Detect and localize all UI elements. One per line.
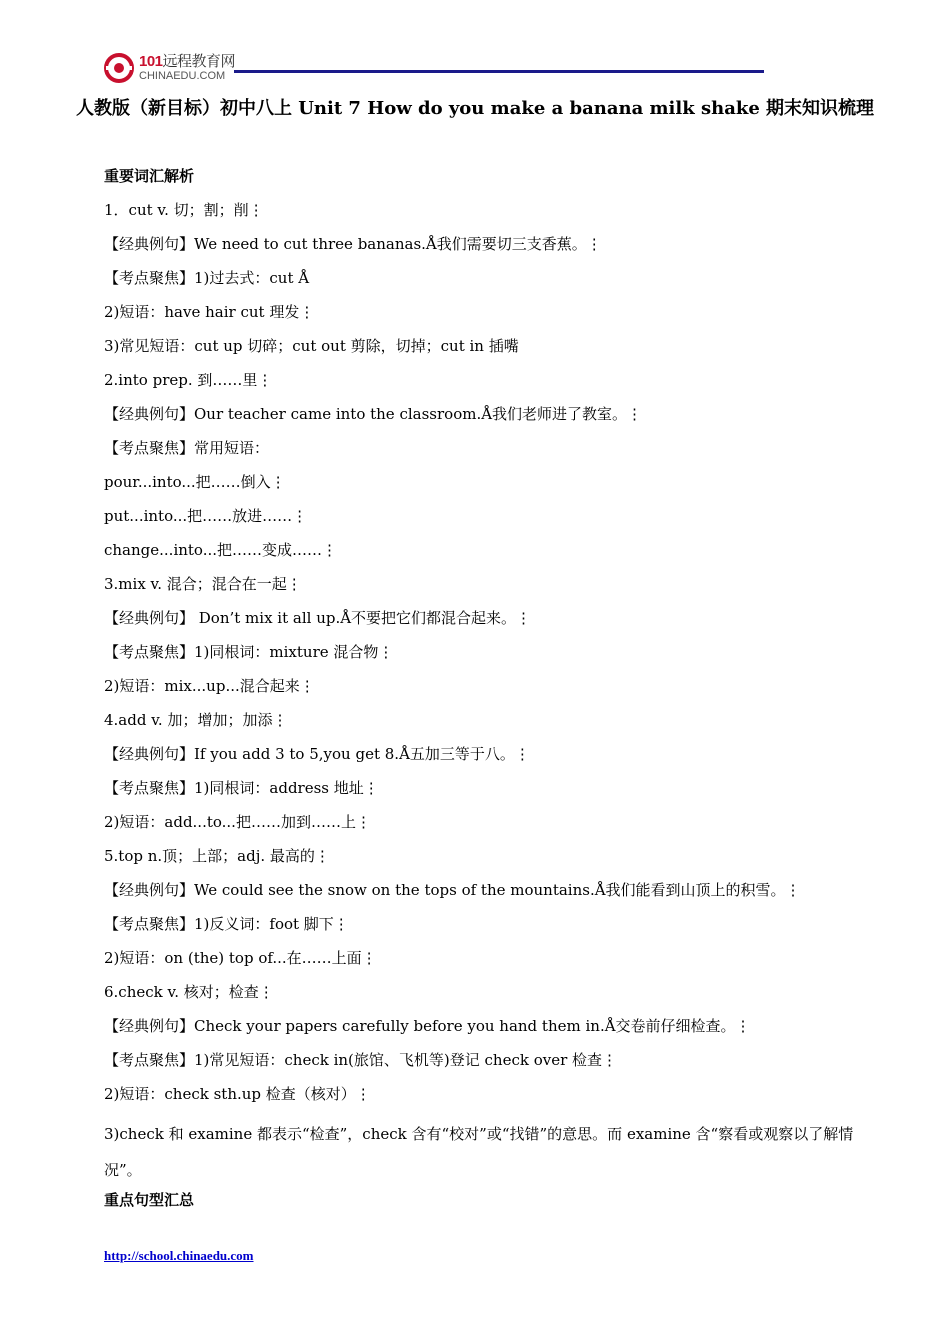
text-line: 2.into prep. 到……里⋮: [104, 371, 273, 389]
text-line: 【考点聚焦】1)同根词：mixture 混合物⋮: [104, 643, 394, 661]
text-line: 2)短语：add...to...把……加到……上⋮: [104, 813, 371, 831]
text-line: 【考点聚焦】常用短语：: [104, 439, 270, 457]
logo-en-text: CHINAEDU.COM: [139, 70, 226, 82]
text-line: 【经典例句】We need to cut three bananas.Å我们需要切三支香蕉。⋮: [104, 235, 602, 253]
text-line: 3)常见短语：cut up 切碎；cut out 剪除，切掉；cut in 插嘴: [104, 337, 519, 355]
logo-cn-text: [139, 54, 235, 69]
text-line: 6.check v. 核对；检查⋮: [104, 983, 274, 1001]
text-line: 5.top n.顶；上部；adj. 最高的⋮: [104, 847, 330, 865]
logo-icon: [104, 53, 134, 83]
document-title: 人教版（新目标）初中八上 Unit 7 How do you make a banana milk shake 期末知识梳理: [75, 98, 875, 119]
text-line: 2)短语：mix...up...混合起来⋮: [104, 677, 315, 695]
text-line: 【经典例句】We could see the snow on the tops of the mountains.Å我们能看到山顶上的积雪。⋮: [104, 881, 801, 899]
text-line: 【经典例句】 Don’t mix it all up.Å不要把它们都混合起来。⋮: [104, 609, 532, 627]
section-heading: 重点句型汇总: [104, 1191, 195, 1209]
text-line: 【考点聚焦】1)反义词：foot 脚下⋮: [104, 915, 349, 933]
text-line: 【经典例句】Our teacher came into the classroom.Å我们老师进了教室。⋮: [104, 405, 643, 423]
text-line: 【经典例句】Check your papers carefully before you hand them in.Å交卷前仔细检查。⋮: [104, 1017, 751, 1035]
text-line: 3.mix v. 混合；混合在一起⋮: [104, 575, 302, 593]
text-line: 2)短语：check sth.up 检查（核对）⋮: [104, 1085, 371, 1103]
text-line: 【考点聚焦】1)过去式：cut Å: [104, 269, 310, 287]
text-line: 【经典例句】If you add 3 to 5,you get 8.Å五加三等于八。⋮: [104, 745, 530, 763]
logo-number: 101: [139, 53, 163, 70]
text-line: pour...into...把……倒入⋮: [104, 473, 286, 491]
text-line: 4.add v. 加；增加；加添⋮: [104, 711, 288, 729]
text-line: 2)短语：on (the) top of...在……上面⋮: [104, 949, 377, 967]
text-line: 【考点聚焦】1)同根词：address 地址⋮: [104, 779, 379, 797]
section-heading: 重要词汇解析: [104, 167, 195, 185]
text-line: put...into...把……放进……⋮: [104, 507, 308, 525]
footer-link[interactable]: http://school.chinaedu.com: [104, 1248, 254, 1263]
text-line: 1．cut v. 切；割；削⋮: [104, 201, 264, 219]
text-line: 【考点聚焦】1)常见短语：check in(旅馆、飞机等)登记 check over 检查⋮: [104, 1051, 618, 1069]
text-line: 3)check 和 examine 都表示“检查”，check 含有“校对”或“找错”的意思。而 examine 含“察看或观察以了解情况”。: [104, 1125, 854, 1179]
logo-cn-name: 远程教育网: [162, 53, 236, 70]
document-body: [104, 164, 864, 1222]
text-line: 2)短语：have hair cut 理发⋮: [104, 303, 315, 321]
site-logo: [104, 50, 235, 86]
text-line: change...into...把……变成……⋮: [104, 541, 338, 559]
header-divider: [234, 70, 764, 73]
